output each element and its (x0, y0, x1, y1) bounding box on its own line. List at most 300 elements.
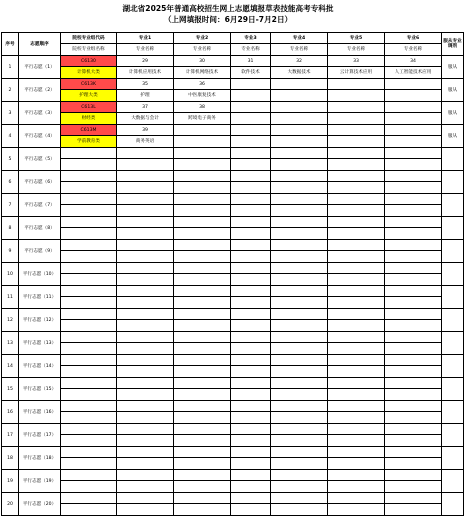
major-6-name-cell[interactable] (385, 205, 442, 217)
group-name-cell[interactable] (61, 343, 117, 355)
adjust-cell[interactable]: 服从 (442, 79, 464, 102)
major-3-name-cell[interactable] (231, 113, 271, 125)
major-6-code-cell[interactable] (385, 355, 442, 366)
major-4-name-cell[interactable] (271, 389, 328, 401)
major-3-code-cell[interactable] (231, 240, 271, 251)
group-name-cell[interactable] (61, 274, 117, 286)
major-3-name-cell[interactable] (231, 274, 271, 286)
major-1-name-cell[interactable] (117, 435, 174, 447)
group-code-cell[interactable] (61, 240, 117, 251)
major-4-code-cell[interactable] (271, 470, 328, 481)
major-3-code-cell[interactable] (231, 401, 271, 412)
major-6-code-cell[interactable] (385, 102, 442, 113)
adjust-cell[interactable] (442, 378, 464, 401)
major-1-name-cell[interactable]: 商务英语 (117, 136, 174, 148)
major-5-name-cell[interactable] (328, 228, 385, 240)
major-5-name-cell[interactable] (328, 435, 385, 447)
major-3-code-cell[interactable] (231, 355, 271, 366)
group-name-cell[interactable] (61, 412, 117, 424)
major-4-code-cell[interactable] (271, 102, 328, 113)
major-6-name-cell[interactable] (385, 366, 442, 378)
major-5-code-cell[interactable] (328, 79, 385, 90)
major-2-code-cell[interactable] (174, 424, 231, 435)
major-1-name-cell[interactable]: 计算机应用技术 (117, 67, 174, 79)
major-2-code-cell[interactable] (174, 148, 231, 159)
major-4-name-cell[interactable] (271, 228, 328, 240)
major-5-code-cell[interactable] (328, 240, 385, 251)
adjust-cell[interactable] (442, 470, 464, 493)
major-4-code-cell[interactable] (271, 194, 328, 205)
major-5-code-cell[interactable] (328, 332, 385, 343)
major-2-code-cell[interactable] (174, 286, 231, 297)
major-3-code-cell[interactable] (231, 171, 271, 182)
group-code-cell[interactable] (61, 378, 117, 389)
major-6-name-cell[interactable] (385, 159, 442, 171)
group-code-cell[interactable] (61, 309, 117, 320)
group-name-cell[interactable] (61, 458, 117, 470)
group-code-cell[interactable] (61, 286, 117, 297)
major-5-code-cell[interactable] (328, 263, 385, 274)
major-3-code-cell[interactable] (231, 378, 271, 389)
major-2-code-cell[interactable] (174, 493, 231, 504)
major-6-code-cell[interactable] (385, 194, 442, 205)
major-4-code-cell[interactable] (271, 217, 328, 228)
major-2-name-cell[interactable] (174, 136, 231, 148)
group-name-cell[interactable] (61, 435, 117, 447)
adjust-cell[interactable] (442, 401, 464, 424)
major-1-name-cell[interactable]: 大数据与会计 (117, 113, 174, 125)
major-1-name-cell[interactable] (117, 205, 174, 217)
major-3-name-cell[interactable] (231, 297, 271, 309)
major-4-name-cell[interactable]: 大数据技术 (271, 67, 328, 79)
major-5-name-cell[interactable] (328, 320, 385, 332)
major-5-code-cell[interactable] (328, 401, 385, 412)
major-2-name-cell[interactable] (174, 366, 231, 378)
adjust-cell[interactable]: 服从 (442, 125, 464, 148)
major-1-code-cell[interactable] (117, 447, 174, 458)
major-1-name-cell[interactable] (117, 412, 174, 424)
major-2-code-cell[interactable] (174, 240, 231, 251)
major-2-code-cell[interactable] (174, 355, 231, 366)
group-code-cell[interactable] (61, 263, 117, 274)
adjust-cell[interactable] (442, 355, 464, 378)
major-5-name-cell[interactable] (328, 481, 385, 493)
major-4-code-cell[interactable] (271, 378, 328, 389)
major-2-code-cell[interactable] (174, 263, 231, 274)
major-4-code-cell[interactable] (271, 424, 328, 435)
major-6-code-cell[interactable] (385, 286, 442, 297)
major-6-name-cell[interactable] (385, 113, 442, 125)
major-3-code-cell[interactable] (231, 447, 271, 458)
major-2-code-cell[interactable]: 30 (174, 56, 231, 67)
major-5-name-cell[interactable] (328, 458, 385, 470)
major-3-code-cell[interactable] (231, 470, 271, 481)
major-4-code-cell[interactable] (271, 401, 328, 412)
group-code-cell[interactable] (61, 217, 117, 228)
group-name-cell[interactable]: 学前教育类 (61, 136, 117, 148)
major-3-code-cell[interactable] (231, 493, 271, 504)
major-4-name-cell[interactable] (271, 90, 328, 102)
major-5-name-cell[interactable] (328, 113, 385, 125)
adjust-cell[interactable] (442, 263, 464, 286)
major-1-name-cell[interactable] (117, 297, 174, 309)
major-1-code-cell[interactable] (117, 355, 174, 366)
group-code-cell[interactable] (61, 194, 117, 205)
major-3-name-cell[interactable] (231, 228, 271, 240)
adjust-cell[interactable] (442, 309, 464, 332)
major-4-name-cell[interactable] (271, 297, 328, 309)
major-5-name-cell[interactable] (328, 366, 385, 378)
major-5-code-cell[interactable] (328, 125, 385, 136)
major-3-code-cell[interactable] (231, 102, 271, 113)
major-4-code-cell[interactable] (271, 171, 328, 182)
group-name-cell[interactable] (61, 389, 117, 401)
group-name-cell[interactable]: 财经类 (61, 113, 117, 125)
major-1-name-cell[interactable] (117, 343, 174, 355)
major-2-name-cell[interactable] (174, 159, 231, 171)
major-2-code-cell[interactable] (174, 470, 231, 481)
major-3-code-cell[interactable] (231, 217, 271, 228)
major-2-name-cell[interactable] (174, 458, 231, 470)
major-3-name-cell[interactable] (231, 159, 271, 171)
major-2-name-cell[interactable] (174, 182, 231, 194)
major-2-name-cell[interactable] (174, 320, 231, 332)
major-4-name-cell[interactable] (271, 435, 328, 447)
group-name-cell[interactable] (61, 320, 117, 332)
major-3-name-cell[interactable] (231, 504, 271, 516)
major-1-code-cell[interactable] (117, 217, 174, 228)
group-name-cell[interactable] (61, 205, 117, 217)
major-3-code-cell[interactable] (231, 79, 271, 90)
adjust-cell[interactable] (442, 332, 464, 355)
group-code-cell[interactable]: C613K (61, 79, 117, 90)
group-name-cell[interactable] (61, 182, 117, 194)
major-3-name-cell[interactable] (231, 90, 271, 102)
major-6-name-cell[interactable] (385, 389, 442, 401)
major-1-code-cell[interactable] (117, 424, 174, 435)
major-6-name-cell[interactable] (385, 504, 442, 516)
major-2-name-cell[interactable]: 计算机网络技术 (174, 67, 231, 79)
major-4-code-cell[interactable] (271, 79, 328, 90)
group-code-cell[interactable] (61, 148, 117, 159)
major-2-code-cell[interactable]: 36 (174, 79, 231, 90)
major-6-name-cell[interactable] (385, 320, 442, 332)
major-1-name-cell[interactable] (117, 481, 174, 493)
major-5-name-cell[interactable] (328, 251, 385, 263)
adjust-cell[interactable]: 服从 (442, 56, 464, 79)
major-6-name-cell[interactable] (385, 458, 442, 470)
major-5-code-cell[interactable] (328, 148, 385, 159)
major-2-name-cell[interactable] (174, 481, 231, 493)
group-code-cell[interactable] (61, 171, 117, 182)
major-1-name-cell[interactable] (117, 274, 174, 286)
major-4-code-cell[interactable] (271, 332, 328, 343)
major-1-code-cell[interactable] (117, 332, 174, 343)
major-1-code-cell[interactable]: 39 (117, 125, 174, 136)
major-6-code-cell[interactable] (385, 79, 442, 90)
major-5-code-cell[interactable] (328, 424, 385, 435)
major-4-name-cell[interactable] (271, 343, 328, 355)
major-5-code-cell[interactable]: 33 (328, 56, 385, 67)
major-4-name-cell[interactable] (271, 458, 328, 470)
major-1-code-cell[interactable] (117, 493, 174, 504)
group-name-cell[interactable] (61, 251, 117, 263)
major-6-name-cell[interactable] (385, 274, 442, 286)
major-5-name-cell[interactable] (328, 412, 385, 424)
major-6-name-cell[interactable] (385, 435, 442, 447)
major-4-code-cell[interactable] (271, 125, 328, 136)
adjust-cell[interactable] (442, 493, 464, 516)
major-5-code-cell[interactable] (328, 102, 385, 113)
major-3-code-cell[interactable] (231, 424, 271, 435)
major-6-name-cell[interactable] (385, 481, 442, 493)
major-2-name-cell[interactable] (174, 389, 231, 401)
major-4-name-cell[interactable] (271, 136, 328, 148)
major-5-name-cell[interactable] (328, 274, 385, 286)
major-2-code-cell[interactable] (174, 194, 231, 205)
major-3-name-cell[interactable] (231, 412, 271, 424)
major-6-code-cell[interactable] (385, 125, 442, 136)
major-5-name-cell[interactable] (328, 389, 385, 401)
group-code-cell[interactable] (61, 470, 117, 481)
adjust-cell[interactable] (442, 171, 464, 194)
major-2-name-cell[interactable] (174, 228, 231, 240)
major-5-code-cell[interactable] (328, 470, 385, 481)
major-3-name-cell[interactable] (231, 389, 271, 401)
major-1-code-cell[interactable] (117, 286, 174, 297)
adjust-cell[interactable] (442, 286, 464, 309)
group-name-cell[interactable] (61, 481, 117, 493)
major-5-code-cell[interactable] (328, 217, 385, 228)
group-name-cell[interactable] (61, 366, 117, 378)
major-6-name-cell[interactable] (385, 297, 442, 309)
major-2-name-cell[interactable] (174, 435, 231, 447)
major-6-name-cell[interactable]: 人工智能技术应用 (385, 67, 442, 79)
major-2-code-cell[interactable] (174, 309, 231, 320)
major-3-name-cell[interactable] (231, 366, 271, 378)
major-6-name-cell[interactable] (385, 90, 442, 102)
major-5-name-cell[interactable] (328, 205, 385, 217)
major-1-code-cell[interactable] (117, 401, 174, 412)
major-5-name-cell[interactable] (328, 297, 385, 309)
major-6-code-cell[interactable] (385, 493, 442, 504)
major-1-name-cell[interactable] (117, 366, 174, 378)
major-1-code-cell[interactable] (117, 148, 174, 159)
major-6-code-cell[interactable]: 34 (385, 56, 442, 67)
major-4-code-cell[interactable] (271, 148, 328, 159)
major-2-code-cell[interactable] (174, 171, 231, 182)
major-1-code-cell[interactable] (117, 378, 174, 389)
major-1-code-cell[interactable] (117, 194, 174, 205)
major-4-name-cell[interactable] (271, 274, 328, 286)
major-2-code-cell[interactable] (174, 217, 231, 228)
group-name-cell[interactable] (61, 159, 117, 171)
major-1-code-cell[interactable]: 29 (117, 56, 174, 67)
major-2-name-cell[interactable] (174, 504, 231, 516)
major-6-code-cell[interactable] (385, 171, 442, 182)
major-6-code-cell[interactable] (385, 263, 442, 274)
group-name-cell[interactable] (61, 297, 117, 309)
major-2-code-cell[interactable] (174, 125, 231, 136)
group-name-cell[interactable] (61, 228, 117, 240)
major-5-code-cell[interactable] (328, 194, 385, 205)
major-4-name-cell[interactable] (271, 504, 328, 516)
major-6-code-cell[interactable] (385, 240, 442, 251)
major-1-code-cell[interactable] (117, 309, 174, 320)
major-4-code-cell[interactable] (271, 309, 328, 320)
major-2-code-cell[interactable]: 38 (174, 102, 231, 113)
major-4-code-cell[interactable] (271, 263, 328, 274)
major-6-name-cell[interactable] (385, 228, 442, 240)
major-3-name-cell[interactable] (231, 205, 271, 217)
group-code-cell[interactable] (61, 424, 117, 435)
major-4-name-cell[interactable] (271, 481, 328, 493)
major-6-name-cell[interactable] (385, 182, 442, 194)
major-5-name-cell[interactable] (328, 90, 385, 102)
major-6-name-cell[interactable] (385, 343, 442, 355)
major-1-code-cell[interactable]: 35 (117, 79, 174, 90)
group-code-cell[interactable]: C6130 (61, 56, 117, 67)
major-1-name-cell[interactable] (117, 320, 174, 332)
major-2-name-cell[interactable] (174, 343, 231, 355)
group-code-cell[interactable] (61, 447, 117, 458)
adjust-cell[interactable] (442, 148, 464, 171)
major-5-name-cell[interactable]: 云计算技术应用 (328, 67, 385, 79)
major-5-name-cell[interactable] (328, 504, 385, 516)
major-6-code-cell[interactable] (385, 424, 442, 435)
major-1-name-cell[interactable] (117, 251, 174, 263)
major-1-name-cell[interactable] (117, 458, 174, 470)
major-3-code-cell[interactable] (231, 286, 271, 297)
major-6-code-cell[interactable] (385, 217, 442, 228)
major-2-code-cell[interactable] (174, 447, 231, 458)
major-4-name-cell[interactable] (271, 320, 328, 332)
major-5-name-cell[interactable] (328, 136, 385, 148)
group-code-cell[interactable] (61, 401, 117, 412)
major-1-code-cell[interactable] (117, 263, 174, 274)
major-2-name-cell[interactable] (174, 274, 231, 286)
major-1-code-cell[interactable] (117, 470, 174, 481)
major-3-code-cell[interactable] (231, 194, 271, 205)
major-2-code-cell[interactable] (174, 378, 231, 389)
major-5-code-cell[interactable] (328, 171, 385, 182)
major-4-code-cell[interactable] (271, 493, 328, 504)
major-5-code-cell[interactable] (328, 447, 385, 458)
major-4-name-cell[interactable] (271, 412, 328, 424)
major-1-name-cell[interactable] (117, 228, 174, 240)
major-1-code-cell[interactable]: 37 (117, 102, 174, 113)
group-code-cell[interactable] (61, 493, 117, 504)
major-6-name-cell[interactable] (385, 251, 442, 263)
major-3-name-cell[interactable] (231, 251, 271, 263)
major-5-code-cell[interactable] (328, 309, 385, 320)
group-code-cell[interactable]: C613M (61, 125, 117, 136)
major-6-code-cell[interactable] (385, 401, 442, 412)
major-3-code-cell[interactable] (231, 309, 271, 320)
major-4-name-cell[interactable] (271, 251, 328, 263)
adjust-cell[interactable] (442, 240, 464, 263)
major-3-name-cell[interactable] (231, 136, 271, 148)
major-1-name-cell[interactable] (117, 389, 174, 401)
major-2-name-cell[interactable] (174, 412, 231, 424)
group-code-cell[interactable] (61, 332, 117, 343)
major-2-code-cell[interactable] (174, 401, 231, 412)
major-3-name-cell[interactable] (231, 320, 271, 332)
major-4-name-cell[interactable] (271, 113, 328, 125)
major-6-name-cell[interactable] (385, 412, 442, 424)
group-name-cell[interactable]: 计算机大类 (61, 67, 117, 79)
adjust-cell[interactable] (442, 424, 464, 447)
major-5-name-cell[interactable] (328, 159, 385, 171)
major-3-name-cell[interactable] (231, 182, 271, 194)
major-1-name-cell[interactable]: 护理 (117, 90, 174, 102)
major-3-code-cell[interactable] (231, 332, 271, 343)
major-4-code-cell[interactable] (271, 286, 328, 297)
major-2-name-cell[interactable] (174, 251, 231, 263)
major-4-name-cell[interactable] (271, 205, 328, 217)
major-6-code-cell[interactable] (385, 309, 442, 320)
major-3-code-cell[interactable] (231, 263, 271, 274)
major-2-code-cell[interactable] (174, 332, 231, 343)
major-6-code-cell[interactable] (385, 447, 442, 458)
major-5-code-cell[interactable] (328, 493, 385, 504)
major-5-code-cell[interactable] (328, 286, 385, 297)
group-name-cell[interactable] (61, 504, 117, 516)
major-5-name-cell[interactable] (328, 182, 385, 194)
adjust-cell[interactable]: 服从 (442, 102, 464, 125)
major-6-code-cell[interactable] (385, 148, 442, 159)
major-4-code-cell[interactable] (271, 355, 328, 366)
major-4-name-cell[interactable] (271, 159, 328, 171)
major-3-name-cell[interactable] (231, 458, 271, 470)
major-6-code-cell[interactable] (385, 470, 442, 481)
major-5-code-cell[interactable] (328, 355, 385, 366)
major-1-code-cell[interactable] (117, 240, 174, 251)
group-code-cell[interactable]: C613L (61, 102, 117, 113)
adjust-cell[interactable] (442, 217, 464, 240)
major-6-code-cell[interactable] (385, 332, 442, 343)
major-2-name-cell[interactable] (174, 297, 231, 309)
major-3-code-cell[interactable] (231, 148, 271, 159)
major-2-name-cell[interactable]: 跨境电子商务 (174, 113, 231, 125)
group-name-cell[interactable]: 护理大类 (61, 90, 117, 102)
major-4-name-cell[interactable] (271, 182, 328, 194)
major-3-name-cell[interactable] (231, 343, 271, 355)
adjust-cell[interactable] (442, 447, 464, 470)
major-1-code-cell[interactable] (117, 171, 174, 182)
major-2-name-cell[interactable] (174, 205, 231, 217)
major-4-code-cell[interactable] (271, 447, 328, 458)
major-3-name-cell[interactable] (231, 481, 271, 493)
major-1-name-cell[interactable] (117, 159, 174, 171)
major-3-name-cell[interactable] (231, 435, 271, 447)
major-3-name-cell[interactable]: 软件技术 (231, 67, 271, 79)
major-5-code-cell[interactable] (328, 378, 385, 389)
major-4-code-cell[interactable]: 32 (271, 56, 328, 67)
major-2-name-cell[interactable]: 中医康复技术 (174, 90, 231, 102)
major-5-name-cell[interactable] (328, 343, 385, 355)
major-6-code-cell[interactable] (385, 378, 442, 389)
group-code-cell[interactable] (61, 355, 117, 366)
major-3-code-cell[interactable]: 31 (231, 56, 271, 67)
major-6-name-cell[interactable] (385, 136, 442, 148)
adjust-cell[interactable] (442, 194, 464, 217)
major-3-code-cell[interactable] (231, 125, 271, 136)
major-4-name-cell[interactable] (271, 366, 328, 378)
major-1-name-cell[interactable] (117, 504, 174, 516)
major-4-code-cell[interactable] (271, 240, 328, 251)
major-1-name-cell[interactable] (117, 182, 174, 194)
